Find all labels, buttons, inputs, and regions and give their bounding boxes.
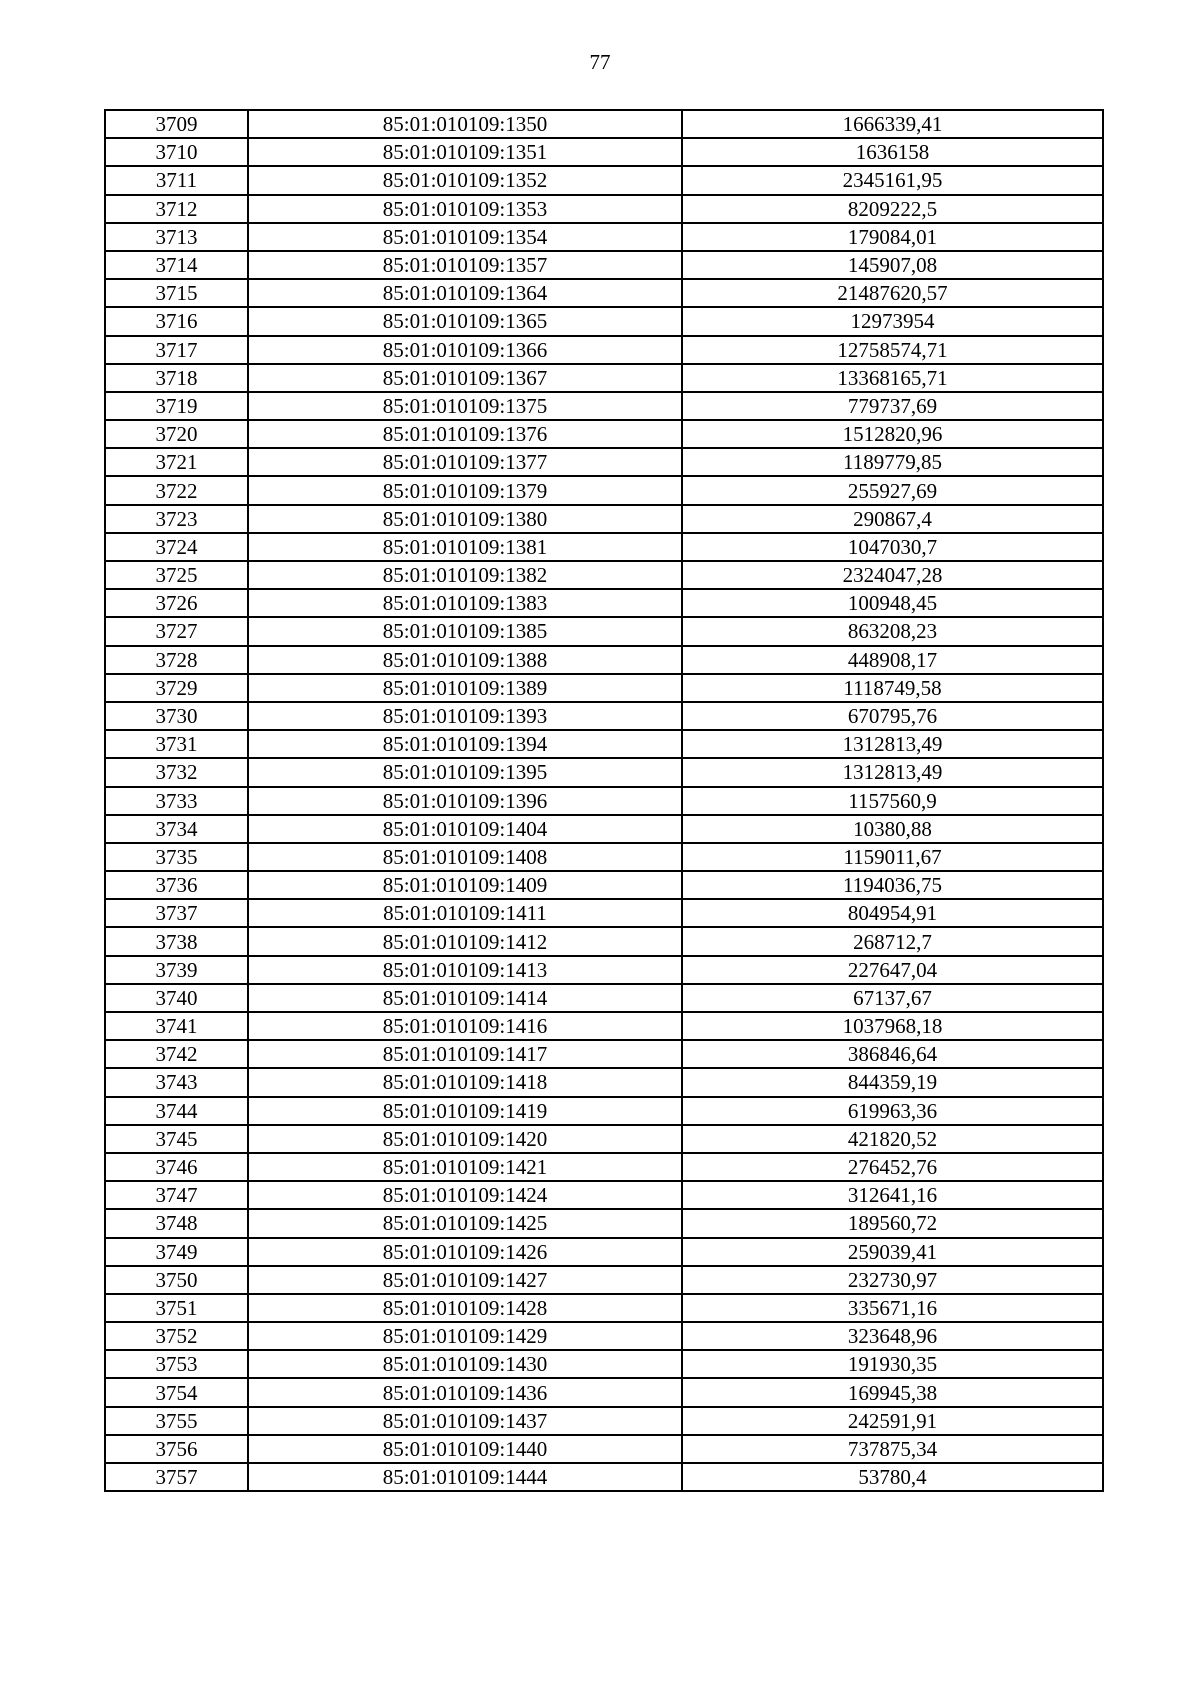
value-cell: 1189779,85 xyxy=(682,448,1103,476)
cadastral-number-cell: 85:01:010109:1379 xyxy=(248,476,682,504)
value-cell: 259039,41 xyxy=(682,1238,1103,1266)
row-number-cell: 3720 xyxy=(105,420,248,448)
row-number-cell: 3737 xyxy=(105,899,248,927)
table-row xyxy=(105,984,1103,1012)
cadastral-number-cell: 85:01:010109:1409 xyxy=(248,871,682,899)
row-number-cell: 3733 xyxy=(105,787,248,815)
table-row xyxy=(105,307,1103,335)
cadastral-number-cell: 85:01:010109:1444 xyxy=(248,1463,682,1491)
row-number-cell: 3722 xyxy=(105,476,248,504)
value-cell: 242591,91 xyxy=(682,1407,1103,1435)
table-row xyxy=(105,1463,1103,1491)
cadastral-number-cell: 85:01:010109:1367 xyxy=(248,364,682,392)
value-cell: 1118749,58 xyxy=(682,674,1103,702)
row-number-cell: 3711 xyxy=(105,166,248,194)
row-number-cell: 3738 xyxy=(105,927,248,955)
cadastral-number-cell: 85:01:010109:1416 xyxy=(248,1012,682,1040)
table-row xyxy=(105,871,1103,899)
cadastral-number-cell: 85:01:010109:1388 xyxy=(248,646,682,674)
row-number-cell: 3714 xyxy=(105,251,248,279)
table-row xyxy=(105,420,1103,448)
value-cell: 145907,08 xyxy=(682,251,1103,279)
table-row xyxy=(105,561,1103,589)
row-number-cell: 3719 xyxy=(105,392,248,420)
row-number-cell: 3740 xyxy=(105,984,248,1012)
value-cell: 1037968,18 xyxy=(682,1012,1103,1040)
table-row xyxy=(105,336,1103,364)
value-cell: 227647,04 xyxy=(682,956,1103,984)
row-number-cell: 3727 xyxy=(105,617,248,645)
table-row xyxy=(105,1125,1103,1153)
row-number-cell: 3729 xyxy=(105,674,248,702)
row-number-cell: 3753 xyxy=(105,1350,248,1378)
cadastral-number-cell: 85:01:010109:1417 xyxy=(248,1040,682,1068)
cadastral-number-cell: 85:01:010109:1419 xyxy=(248,1097,682,1125)
cadastral-number-cell: 85:01:010109:1396 xyxy=(248,787,682,815)
cadastral-number-cell: 85:01:010109:1354 xyxy=(248,223,682,251)
row-number-cell: 3718 xyxy=(105,364,248,392)
row-number-cell: 3724 xyxy=(105,533,248,561)
cadastral-number-cell: 85:01:010109:1437 xyxy=(248,1407,682,1435)
value-cell: 386846,64 xyxy=(682,1040,1103,1068)
row-number-cell: 3730 xyxy=(105,702,248,730)
cadastral-number-cell: 85:01:010109:1376 xyxy=(248,420,682,448)
table-row xyxy=(105,166,1103,194)
cadastral-number-cell: 85:01:010109:1353 xyxy=(248,195,682,223)
cadastral-number-cell: 85:01:010109:1421 xyxy=(248,1153,682,1181)
table-row xyxy=(105,1040,1103,1068)
table-row xyxy=(105,787,1103,815)
table-row xyxy=(105,223,1103,251)
value-cell: 421820,52 xyxy=(682,1125,1103,1153)
cadastral-number-cell: 85:01:010109:1377 xyxy=(248,448,682,476)
cadastral-number-cell: 85:01:010109:1385 xyxy=(248,617,682,645)
value-cell: 276452,76 xyxy=(682,1153,1103,1181)
value-cell: 1194036,75 xyxy=(682,871,1103,899)
cadastral-number-cell: 85:01:010109:1429 xyxy=(248,1322,682,1350)
table-row xyxy=(105,1153,1103,1181)
value-cell: 169945,38 xyxy=(682,1378,1103,1406)
value-cell: 179084,01 xyxy=(682,223,1103,251)
cadastral-number-cell: 85:01:010109:1418 xyxy=(248,1068,682,1096)
table-row xyxy=(105,1238,1103,1266)
row-number-cell: 3728 xyxy=(105,646,248,674)
cadastral-number-cell: 85:01:010109:1381 xyxy=(248,533,682,561)
cadastral-number-cell: 85:01:010109:1350 xyxy=(248,110,682,138)
table-row xyxy=(105,843,1103,871)
value-cell: 67137,67 xyxy=(682,984,1103,1012)
value-cell: 290867,4 xyxy=(682,505,1103,533)
cadastral-number-cell: 85:01:010109:1425 xyxy=(248,1209,682,1237)
cadastral-number-cell: 85:01:010109:1413 xyxy=(248,956,682,984)
table-row xyxy=(105,448,1103,476)
table-row xyxy=(105,1266,1103,1294)
row-number-cell: 3747 xyxy=(105,1181,248,1209)
row-number-cell: 3713 xyxy=(105,223,248,251)
table-row xyxy=(105,899,1103,927)
table-row xyxy=(105,1322,1103,1350)
row-number-cell: 3754 xyxy=(105,1378,248,1406)
cadastral-number-cell: 85:01:010109:1424 xyxy=(248,1181,682,1209)
cadastral-number-cell: 85:01:010109:1382 xyxy=(248,561,682,589)
row-number-cell: 3715 xyxy=(105,279,248,307)
table-row xyxy=(105,956,1103,984)
row-number-cell: 3710 xyxy=(105,138,248,166)
table-row xyxy=(105,364,1103,392)
table-row xyxy=(105,1209,1103,1237)
table-row xyxy=(105,110,1103,138)
value-cell: 1512820,96 xyxy=(682,420,1103,448)
cadastral-number-cell: 85:01:010109:1352 xyxy=(248,166,682,194)
row-number-cell: 3741 xyxy=(105,1012,248,1040)
table-row xyxy=(105,392,1103,420)
value-cell: 2324047,28 xyxy=(682,561,1103,589)
row-number-cell: 3746 xyxy=(105,1153,248,1181)
row-number-cell: 3742 xyxy=(105,1040,248,1068)
cadastral-number-cell: 85:01:010109:1420 xyxy=(248,1125,682,1153)
table-row xyxy=(105,758,1103,786)
row-number-cell: 3709 xyxy=(105,110,248,138)
table-row xyxy=(105,138,1103,166)
value-cell: 804954,91 xyxy=(682,899,1103,927)
value-cell: 13368165,71 xyxy=(682,364,1103,392)
table-row xyxy=(105,1407,1103,1435)
value-cell: 737875,34 xyxy=(682,1435,1103,1463)
cadastral-number-cell: 85:01:010109:1408 xyxy=(248,843,682,871)
value-cell: 255927,69 xyxy=(682,476,1103,504)
value-cell: 12758574,71 xyxy=(682,336,1103,364)
value-cell: 268712,7 xyxy=(682,927,1103,955)
cadastral-number-cell: 85:01:010109:1412 xyxy=(248,927,682,955)
value-cell: 21487620,57 xyxy=(682,279,1103,307)
table-row xyxy=(105,1012,1103,1040)
value-cell: 323648,96 xyxy=(682,1322,1103,1350)
value-cell: 863208,23 xyxy=(682,617,1103,645)
row-number-cell: 3732 xyxy=(105,758,248,786)
table-row xyxy=(105,533,1103,561)
row-number-cell: 3716 xyxy=(105,307,248,335)
cadastral-number-cell: 85:01:010109:1436 xyxy=(248,1378,682,1406)
value-cell: 53780,4 xyxy=(682,1463,1103,1491)
row-number-cell: 3725 xyxy=(105,561,248,589)
table-body xyxy=(105,110,1103,1491)
table-row xyxy=(105,702,1103,730)
table-row xyxy=(105,1378,1103,1406)
row-number-cell: 3745 xyxy=(105,1125,248,1153)
table-row xyxy=(105,815,1103,843)
cadastral-number-cell: 85:01:010109:1357 xyxy=(248,251,682,279)
cadastral-number-cell: 85:01:010109:1404 xyxy=(248,815,682,843)
table-row xyxy=(105,195,1103,223)
table-row xyxy=(105,674,1103,702)
cadastral-number-cell: 85:01:010109:1351 xyxy=(248,138,682,166)
value-cell: 1047030,7 xyxy=(682,533,1103,561)
value-cell: 1312813,49 xyxy=(682,730,1103,758)
value-cell: 1312813,49 xyxy=(682,758,1103,786)
row-number-cell: 3736 xyxy=(105,871,248,899)
value-cell: 619963,36 xyxy=(682,1097,1103,1125)
row-number-cell: 3735 xyxy=(105,843,248,871)
cadastral-value-table xyxy=(104,109,1104,1492)
value-cell: 844359,19 xyxy=(682,1068,1103,1096)
row-number-cell: 3726 xyxy=(105,589,248,617)
value-cell: 100948,45 xyxy=(682,589,1103,617)
value-cell: 191930,35 xyxy=(682,1350,1103,1378)
row-number-cell: 3721 xyxy=(105,448,248,476)
cadastral-number-cell: 85:01:010109:1366 xyxy=(248,336,682,364)
value-cell: 335671,16 xyxy=(682,1294,1103,1322)
row-number-cell: 3717 xyxy=(105,336,248,364)
value-cell: 10380,88 xyxy=(682,815,1103,843)
table-row xyxy=(105,279,1103,307)
table-row xyxy=(105,730,1103,758)
value-cell: 312641,16 xyxy=(682,1181,1103,1209)
table-row xyxy=(105,589,1103,617)
cadastral-number-cell: 85:01:010109:1375 xyxy=(248,392,682,420)
cadastral-number-cell: 85:01:010109:1383 xyxy=(248,589,682,617)
row-number-cell: 3752 xyxy=(105,1322,248,1350)
cadastral-number-cell: 85:01:010109:1428 xyxy=(248,1294,682,1322)
table-row xyxy=(105,1097,1103,1125)
row-number-cell: 3731 xyxy=(105,730,248,758)
row-number-cell: 3749 xyxy=(105,1238,248,1266)
cadastral-number-cell: 85:01:010109:1414 xyxy=(248,984,682,1012)
cadastral-number-cell: 85:01:010109:1364 xyxy=(248,279,682,307)
row-number-cell: 3712 xyxy=(105,195,248,223)
cadastral-number-cell: 85:01:010109:1394 xyxy=(248,730,682,758)
row-number-cell: 3723 xyxy=(105,505,248,533)
row-number-cell: 3744 xyxy=(105,1097,248,1125)
value-cell: 8209222,5 xyxy=(682,195,1103,223)
value-cell: 12973954 xyxy=(682,307,1103,335)
value-cell: 1636158 xyxy=(682,138,1103,166)
cadastral-number-cell: 85:01:010109:1365 xyxy=(248,307,682,335)
cadastral-number-cell: 85:01:010109:1393 xyxy=(248,702,682,730)
table-row xyxy=(105,1294,1103,1322)
row-number-cell: 3755 xyxy=(105,1407,248,1435)
row-number-cell: 3743 xyxy=(105,1068,248,1096)
value-cell: 232730,97 xyxy=(682,1266,1103,1294)
value-cell: 779737,69 xyxy=(682,392,1103,420)
cadastral-number-cell: 85:01:010109:1411 xyxy=(248,899,682,927)
table-row xyxy=(105,505,1103,533)
row-number-cell: 3756 xyxy=(105,1435,248,1463)
cadastral-number-cell: 85:01:010109:1380 xyxy=(248,505,682,533)
value-cell: 670795,76 xyxy=(682,702,1103,730)
value-cell: 2345161,95 xyxy=(682,166,1103,194)
value-cell: 448908,17 xyxy=(682,646,1103,674)
page-number: 77 xyxy=(589,50,611,74)
value-cell: 1159011,67 xyxy=(682,843,1103,871)
table-row xyxy=(105,1181,1103,1209)
value-cell: 189560,72 xyxy=(682,1209,1103,1237)
cadastral-number-cell: 85:01:010109:1389 xyxy=(248,674,682,702)
table-row xyxy=(105,1435,1103,1463)
row-number-cell: 3750 xyxy=(105,1266,248,1294)
table-row xyxy=(105,646,1103,674)
table-row xyxy=(105,251,1103,279)
table-row xyxy=(105,1068,1103,1096)
row-number-cell: 3748 xyxy=(105,1209,248,1237)
table-row xyxy=(105,617,1103,645)
cadastral-number-cell: 85:01:010109:1426 xyxy=(248,1238,682,1266)
row-number-cell: 3757 xyxy=(105,1463,248,1491)
table-row xyxy=(105,927,1103,955)
row-number-cell: 3739 xyxy=(105,956,248,984)
value-cell: 1157560,9 xyxy=(682,787,1103,815)
table-row xyxy=(105,1350,1103,1378)
cadastral-number-cell: 85:01:010109:1395 xyxy=(248,758,682,786)
cadastral-number-cell: 85:01:010109:1440 xyxy=(248,1435,682,1463)
cadastral-number-cell: 85:01:010109:1430 xyxy=(248,1350,682,1378)
table-row xyxy=(105,476,1103,504)
row-number-cell: 3751 xyxy=(105,1294,248,1322)
cadastral-number-cell: 85:01:010109:1427 xyxy=(248,1266,682,1294)
value-cell: 1666339,41 xyxy=(682,110,1103,138)
row-number-cell: 3734 xyxy=(105,815,248,843)
